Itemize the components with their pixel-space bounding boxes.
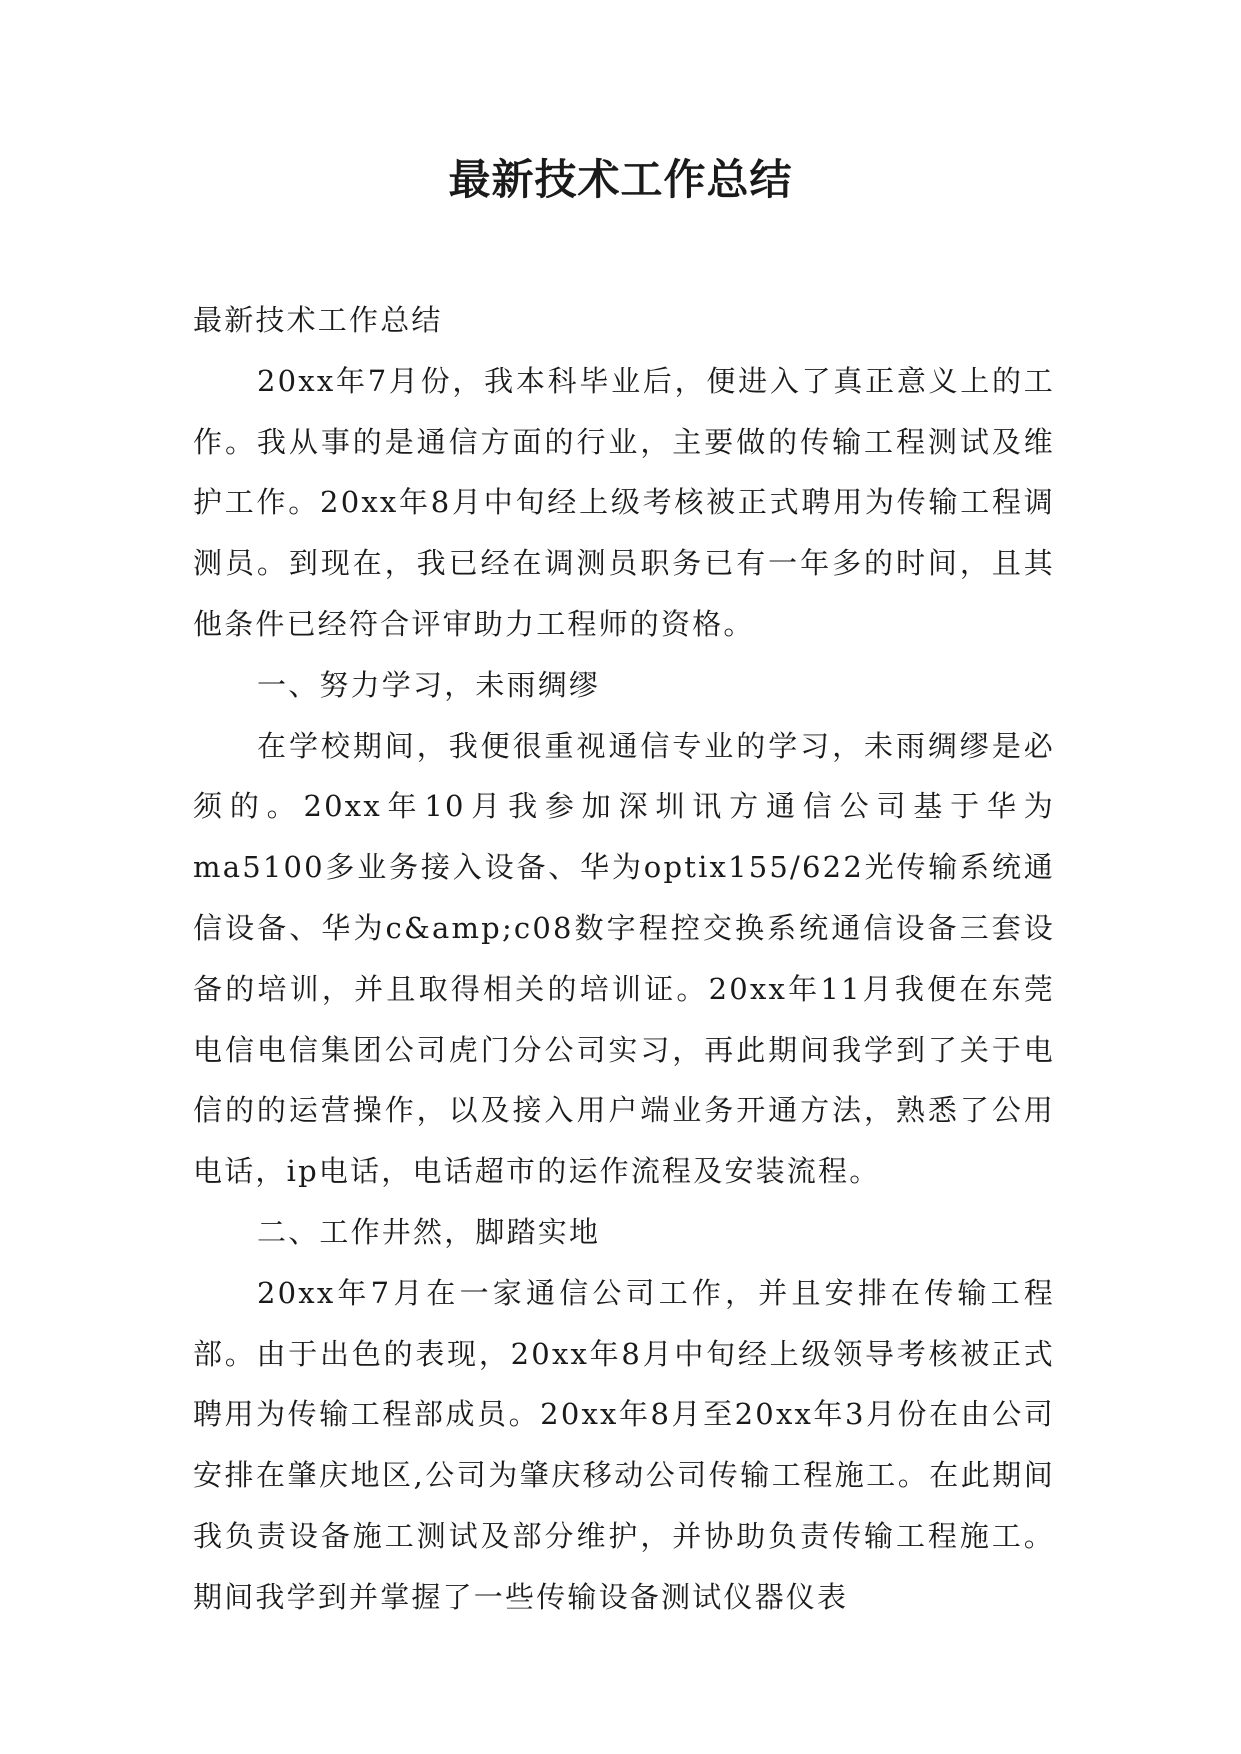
document-title: 最新技术工作总结 xyxy=(448,155,793,204)
paragraph-heading: 最新技术工作总结 xyxy=(193,303,443,337)
section-heading-2: 二、工作井然，脚踏实地 xyxy=(257,1214,601,1249)
paragraph-section-2: 20xx年7月在一家通信公司工作，并且安排在传输工程部。由于出色的表现，20xx年8月中旬经上级领导考核被正式聘用为传输工程部成员。20xx年8月至20xx年3月份在由公司安排在肇庆地区,公司为肇庆移动公司传输工程施工。在此期间我负责设备施工测试及部分维护，并协助负责传输工程施工。期间我学到并掌握了一些传输设备测试仪器仪表 xyxy=(193,1275,1055,1614)
paragraph-section-1: 在学校期间，我便很重视通信专业的学习，未雨绸缪是必须的。20xx年10月我参加深圳讯方通信公司基于华为ma5100多业务接入设备、华为optix155/622光传输系统通信设备、华为c&amp;c08数字程控交换系统通信设备三套设备的培训，并且取得相关的培训证。20xx年11月我便在东莞电信电信集团公司虎门分公司实习，再此期间我学到了关于电信的的运营操作，以及接入用户端业务开通方法，熟悉了公用电话，ip电话，电话超市的运作流程及安装流程。 xyxy=(193,728,1055,1189)
document-body xyxy=(193,290,1055,1628)
paragraph-intro: 20xx年7月份，我本科毕业后，便进入了真正意义上的工作。我从事的是通信方面的行业，主要做的传输工程测试及维护工作。20xx年8月中旬经上级考核被正式聘用为传输工程调测员。到现在，我已经在调测员职务已有一年多的时间，且其他条件已经符合评审助力工程师的资格。 xyxy=(193,363,1055,641)
section-heading-1: 一、努力学习，未雨绸缪 xyxy=(257,667,601,702)
